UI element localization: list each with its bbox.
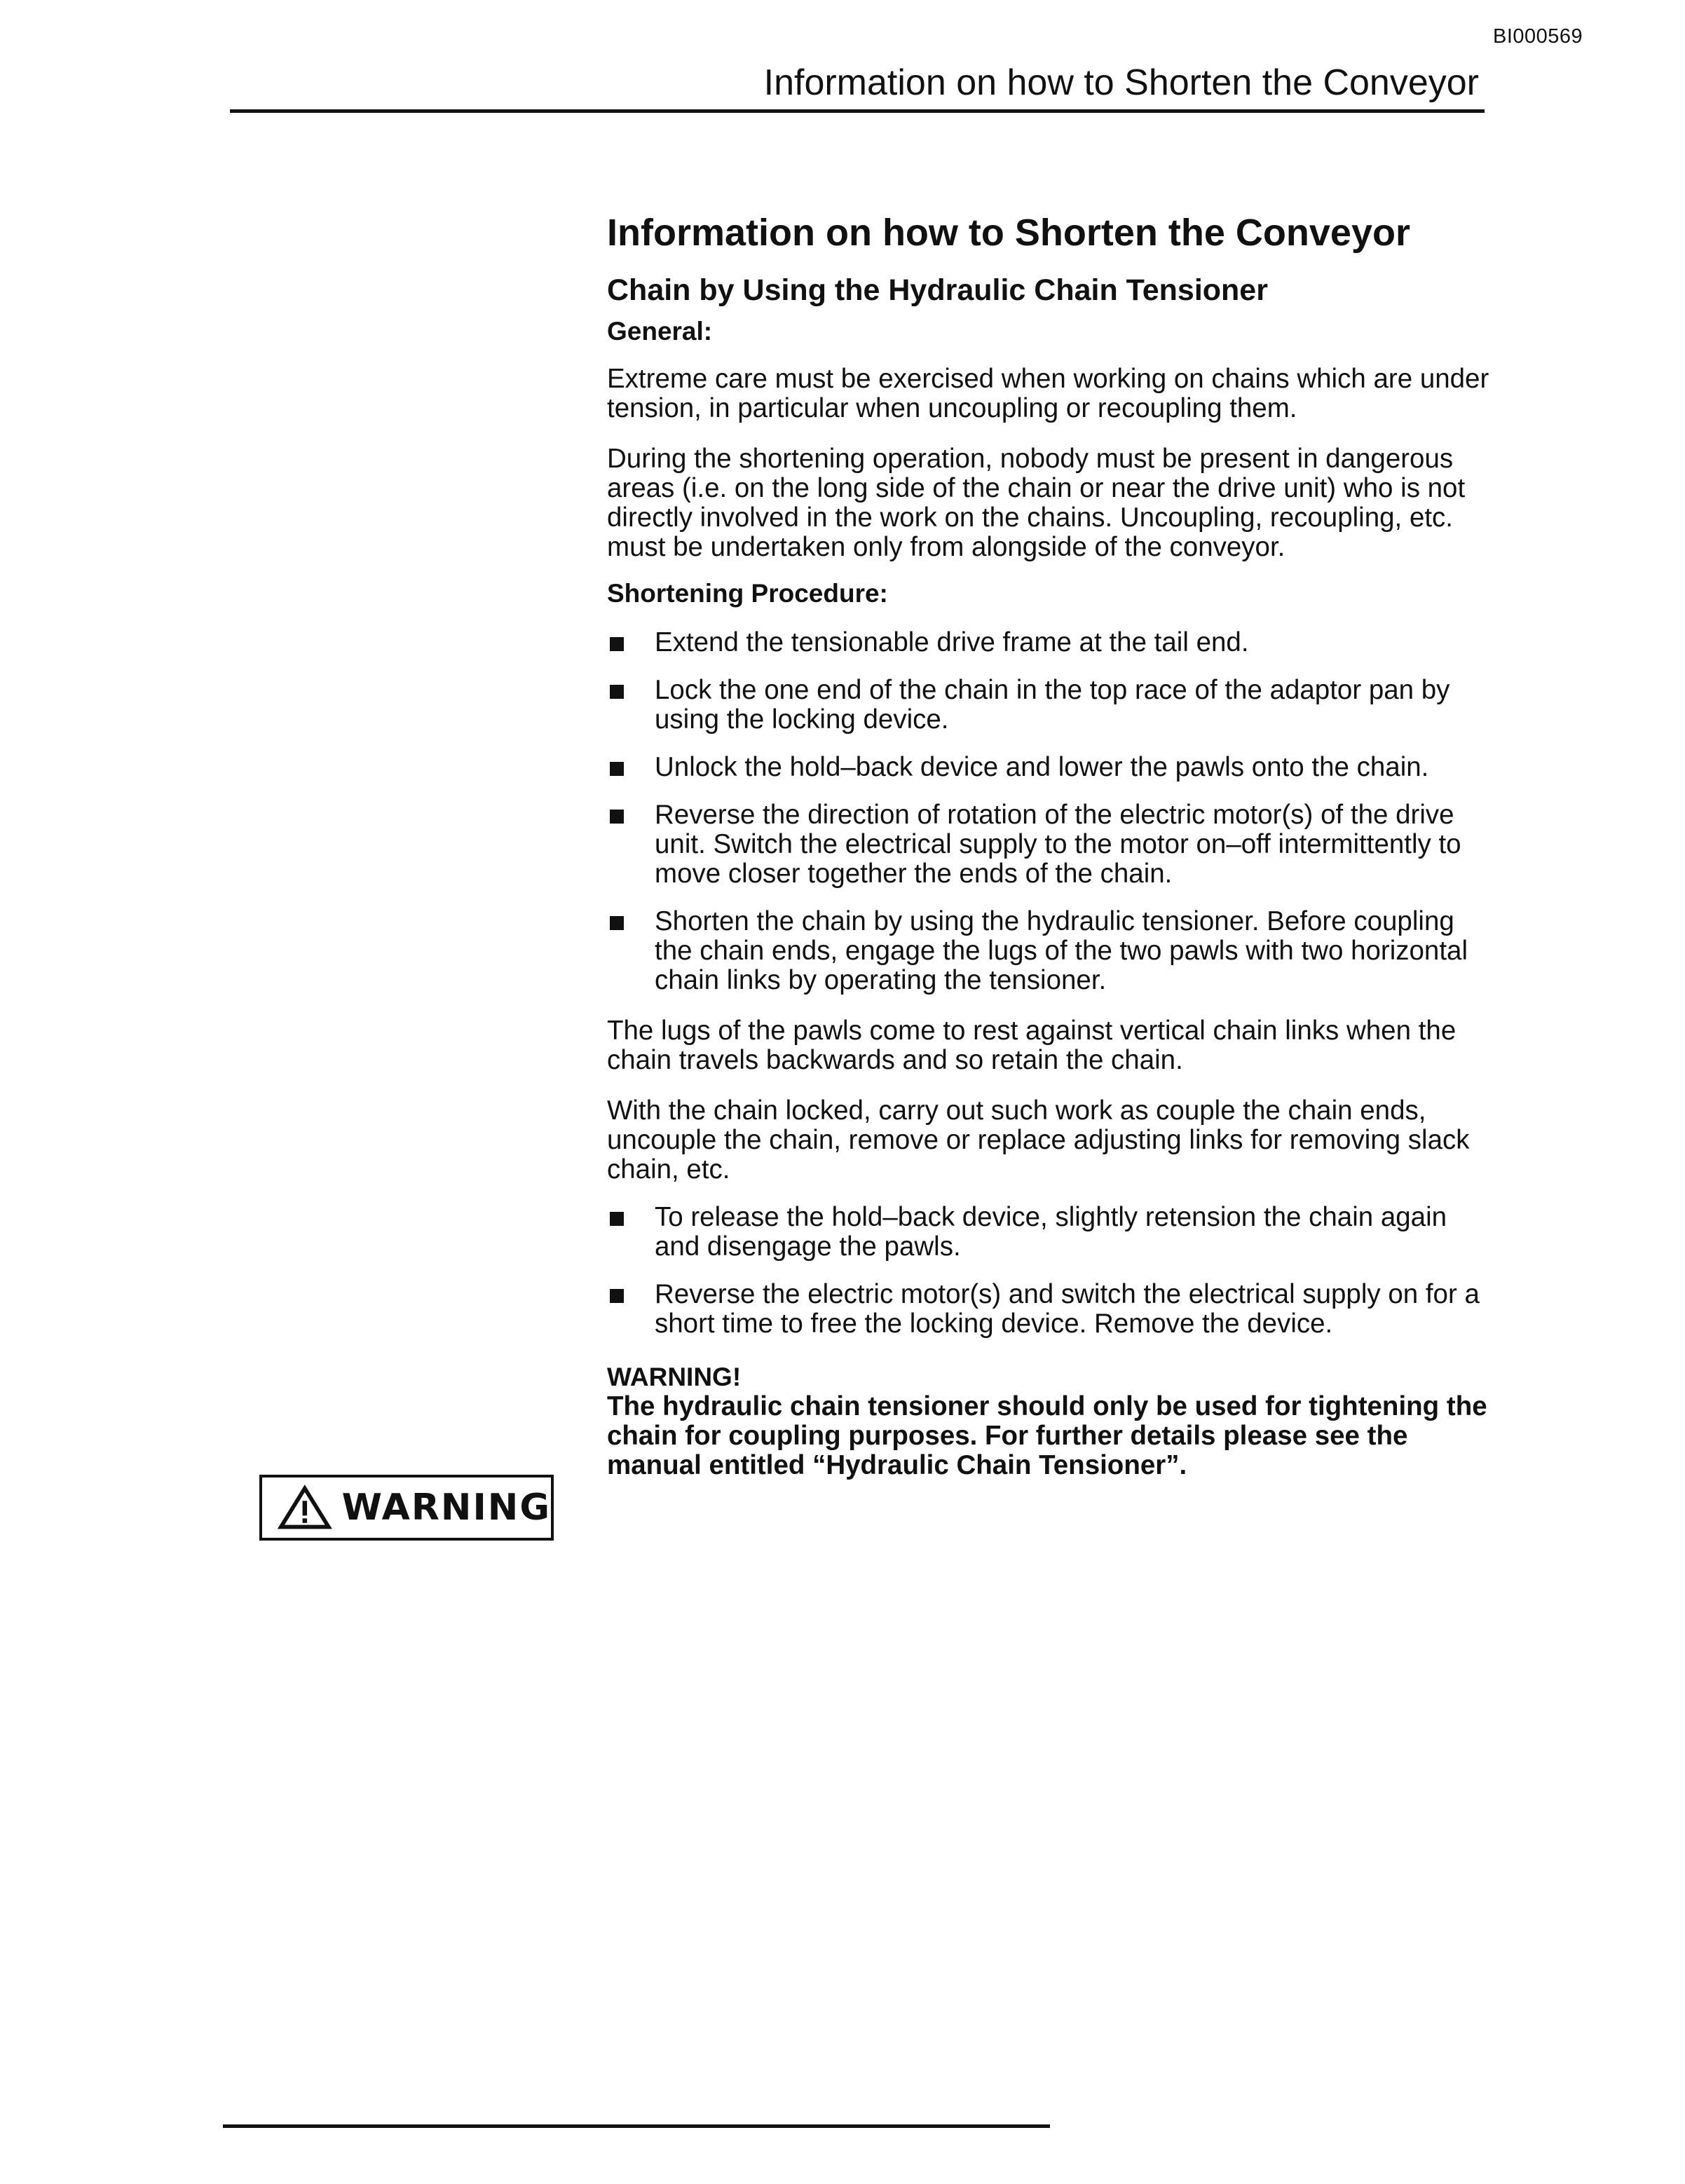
warning-badge-label: WARNING xyxy=(341,1487,551,1529)
warning-title: WARNING! xyxy=(607,1363,742,1391)
main-content xyxy=(607,210,1497,1480)
bullet-icon xyxy=(610,916,624,930)
footer-rule xyxy=(223,2124,1050,2128)
header-rule xyxy=(230,109,1485,113)
procedure-heading: Shortening Procedure: xyxy=(607,579,888,608)
warning-block xyxy=(607,1363,1497,1480)
procedure-step-text: Lock the one end of the chain in the top race of the adaptor pan by using the locking device. xyxy=(655,675,1450,735)
release-step xyxy=(607,1280,1497,1339)
procedure-step-text: Shorten the chain by using the hydraulic tensioner. Before coupling the chain ends, engage the lugs of the two pawls with two horizontal chain links by operating the tensioner. xyxy=(655,906,1468,995)
procedure-step xyxy=(607,907,1497,995)
page-subtitle: Chain by Using the Hydraulic Chain Tensioner xyxy=(607,273,1268,307)
bullet-icon xyxy=(610,1212,624,1226)
bullet-icon xyxy=(610,637,624,651)
general-paragraph: Extreme care must be exercised when working on chains which are under tension, in particular when uncoupling or recoupling them. xyxy=(607,364,1489,423)
release-step-text: To release the hold–back device, slightly retension the chain again and disengage the pawls. xyxy=(655,1202,1447,1262)
warning-text: The hydraulic chain tensioner should only be used for tightening the chain for coupling purposes. For further details please see the manual entitled “Hydraulic Chain Tensioner”. xyxy=(607,1391,1487,1480)
release-list xyxy=(607,1203,1497,1339)
bullet-icon xyxy=(610,685,624,699)
procedure-step-text: Extend the tensionable drive frame at the tail end. xyxy=(655,627,1249,657)
procedure-step-text: Unlock the hold–back device and lower the pawls onto the chain. xyxy=(655,752,1429,782)
bullet-icon xyxy=(610,1289,624,1303)
general-paragraph: During the shortening operation, nobody must be present in dangerous areas (i.e. on the long side of the chain or near the drive unit) who is not directly involved in the work on the chains. Uncoupling, recoupling, etc. must be undertaken only from alongside of the conveyor. xyxy=(607,444,1466,562)
running-header: Information on how to Shorten the Conveyor xyxy=(763,62,1479,103)
page-title: Information on how to Shorten the Conveyor xyxy=(607,212,1410,254)
procedure-step xyxy=(607,676,1497,735)
procedure-note: The lugs of the pawls come to rest against vertical chain links when the chain travels backwards and so retain the chain. xyxy=(607,1016,1457,1075)
bullet-icon xyxy=(610,810,624,824)
procedure-step xyxy=(607,800,1497,889)
release-step xyxy=(607,1203,1497,1262)
document-id: BI000569 xyxy=(1493,25,1583,48)
warning-triangle-icon xyxy=(278,1480,332,1536)
procedure-step xyxy=(607,628,1497,657)
procedure-step-text: Reverse the direction of rotation of the electric motor(s) of the drive unit. Switch the electrical supply to the motor on–off intermittently to move closer together the ends of the chain. xyxy=(655,800,1461,889)
procedure-step xyxy=(607,753,1497,782)
bullet-icon xyxy=(610,762,624,776)
general-heading: General: xyxy=(607,317,713,346)
release-step-text: Reverse the electric motor(s) and switch the electrical supply on for a short time to free the locking device. Remove the device. xyxy=(655,1279,1480,1339)
procedure-note: With the chain locked, carry out such work as couple the chain ends, uncouple the chain, remove or replace adjusting links for removing slack chain, etc. xyxy=(607,1096,1470,1185)
warning-badge xyxy=(259,1475,554,1541)
procedure-list xyxy=(607,628,1497,995)
